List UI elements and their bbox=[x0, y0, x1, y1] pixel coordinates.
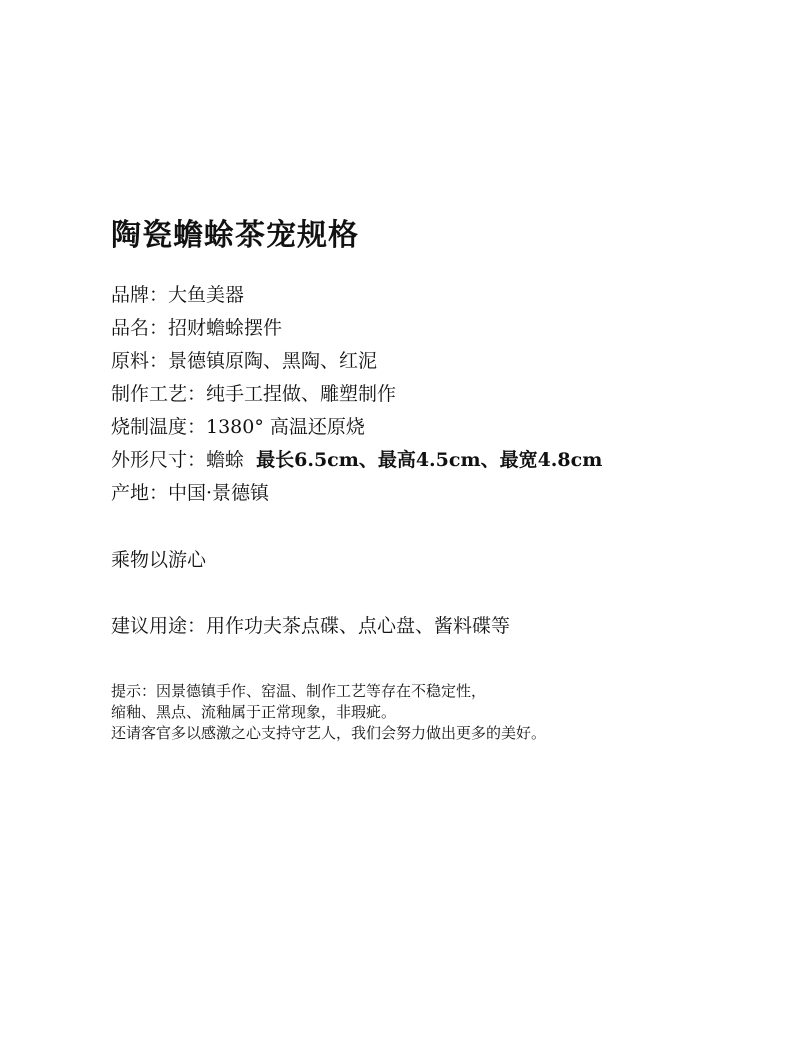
motto-text: 乘物以游心 bbox=[111, 549, 207, 571]
notice-line-2: 缩釉、黑点、流釉属于正常现象，非瑕疵。 bbox=[111, 703, 397, 721]
spec-product-name: 品名：招财蟾蜍摆件 bbox=[111, 317, 283, 339]
spec-size bbox=[111, 444, 602, 477]
page-title: 陶瓷蟾蜍茶宠规格 bbox=[111, 218, 359, 253]
spec-material: 原料：景德镇原陶、黑陶、红泥 bbox=[111, 350, 378, 372]
spec-firing-temperature: 烧制温度：1380° 高温还原烧 bbox=[111, 416, 365, 438]
usage-text: 建议用途：用作功夫茶点碟、点心盘、酱料碟等 bbox=[111, 615, 511, 637]
spec-list bbox=[111, 279, 602, 510]
spec-size-value: 最长6.5cm、最高4.5cm、最宽4.8cm bbox=[256, 449, 603, 471]
spec-brand: 品牌：大鱼美器 bbox=[111, 284, 245, 306]
spec-size-label: 外形尺寸：蟾蜍 bbox=[111, 449, 245, 471]
spec-origin: 产地：中国·景德镇 bbox=[111, 482, 270, 504]
notice-line-1: 提示：因景德镇手作、窑温、制作工艺等存在不稳定性， bbox=[111, 682, 487, 700]
notice-block bbox=[111, 681, 546, 744]
spec-craft: 制作工艺：纯手工捏做、雕塑制作 bbox=[111, 383, 397, 405]
notice-line-3: 还请客官多以感激之心支持守艺人，我们会努力做出更多的美好。 bbox=[111, 724, 547, 742]
